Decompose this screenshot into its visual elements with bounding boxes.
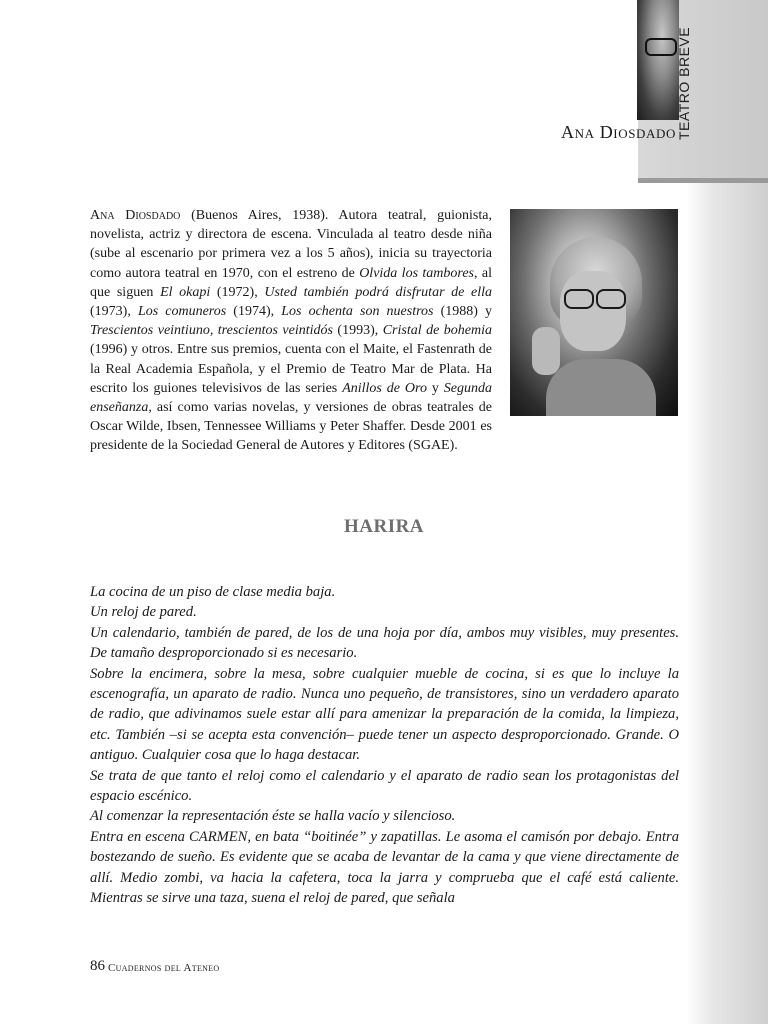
- author-portrait-photo: [510, 209, 678, 416]
- section-label: TEATRO BREVE: [676, 26, 692, 140]
- work-title: Los ochenta son nuestros: [281, 304, 434, 320]
- portrait-face: [560, 271, 626, 351]
- stage-direction-paragraph: Se trata de que tanto el reloj como el calendario y el aparato de radio sean los protagonistas del espacio escénico.: [90, 767, 679, 805]
- bio-text: y: [426, 380, 444, 396]
- stage-direction-paragraph: Un calendario, también de pared, de los de una hoja por día, ambos muy visibles, muy presentes. De tamaño desproporcionado si es necesario.: [90, 624, 679, 662]
- portrait-raised-hand: [532, 327, 560, 375]
- bio-text: (1972),: [210, 284, 265, 300]
- stage-direction-paragraph: Sobre la encimera, sobre la mesa, sobre cualquier mueble de cocina, si es que lo incluye la escenografía, un aparato de radio. Nunca uno pequeño, de transistores, sino un verdadero aparato de radio, que adivinamos suele estar allí para amenizar la preparación de la comida, la limpieza, etc. También –si se acepta esta convención– puede tener un aspecto desproporcionado. Grande. O antiguo. Cualquier cosa que lo haga destacar.: [90, 665, 679, 764]
- bio-text: (1996) y otros. Entre sus premios, cuenta con el Maite, el Fastenrath de la Real Academia Española, y el Premio de Teatro Mar de Plata. Ha escrito los guiones televisivos de las series: [90, 342, 492, 396]
- work-title: Segunda enseñanza: [90, 380, 493, 416]
- stage-directions: [90, 582, 679, 909]
- portrait-glasses-right: [596, 289, 626, 309]
- publication-name: Cuadernos del Ateneo: [108, 962, 220, 974]
- play-title: HARIRA: [343, 516, 425, 537]
- bio-text: (1973),: [90, 304, 138, 320]
- work-title: El okapi: [160, 284, 211, 300]
- work-title: Los comuneros: [137, 304, 227, 320]
- work-title: Cristal de bohemia: [382, 323, 492, 339]
- stage-direction-paragraph: La cocina de un piso de clase media baja.: [90, 584, 336, 600]
- stage-direction-paragraph: Un reloj de pared.: [90, 604, 197, 621]
- work-title: Olvida los tambores: [359, 265, 474, 281]
- author-thumbnail-photo: [637, 0, 679, 120]
- section-header-rule: [638, 178, 768, 183]
- glasses-shape: [645, 38, 677, 56]
- bio-text: (1993),: [332, 323, 383, 339]
- work-title: Anillos de Oro: [342, 380, 427, 396]
- bio-author-name: Ana Diosdado: [90, 208, 181, 223]
- portrait-scarf: [546, 359, 656, 416]
- bio-text: , así como varias novelas, y versiones de obras teatrales de Oscar Wilde, Ibsen, Tennessee Williams y Peter Shaffer. Desde 2001 es presidente de la Sociedad General de Autores y Editores (SGAE).: [90, 400, 492, 454]
- work-title: Trescientos veintiuno, trescientos veintidós: [90, 323, 333, 339]
- bio-text: (Buenos Aires, 1938). Autora teatral, guionista, novelista, actriz y directora de escena. Vinculada al teatro desde niña (sube al escenario por primera vez a los 5 años), inicia su trayectoria como autora teatral en 1970, con el estreno de: [90, 208, 492, 281]
- stage-direction-paragraph: Al comenzar la representación éste se halla vacío y silencioso.: [90, 808, 456, 825]
- stage-direction-paragraph: Entra en escena CARMEN, en bata “boitinée” y zapatillas. Le asoma el camisón por debajo. Entra bostezando de sueño. Es evidente que se acaba de levantar de la cama y que viene directamente de allí. Medio zombi, va hacia la cafetera, toca la jarra y comprueba que el café está caliente. Mientras se sirve una taza, suena el reloj de pared, que señala: [90, 828, 679, 907]
- author-biography: [90, 206, 492, 456]
- bio-text: (1974),: [226, 304, 282, 320]
- author-running-header: Ana Diosdado: [561, 122, 676, 142]
- page-number: 86: [90, 958, 105, 974]
- bio-text: (1988) y: [433, 304, 493, 320]
- bio-text: , al que siguen: [90, 265, 492, 300]
- work-title: Usted también podrá disfrutar de ella: [264, 284, 493, 300]
- portrait-glasses-left: [564, 289, 594, 309]
